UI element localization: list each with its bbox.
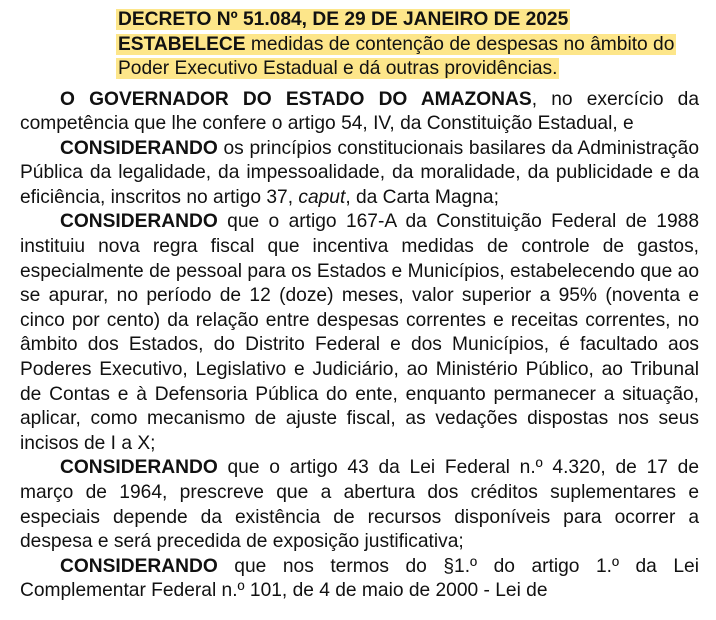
considerando-paragraph-4 (20, 555, 699, 604)
decree-body (20, 88, 699, 604)
decree-document (20, 8, 699, 604)
considerando-text: que o artigo 43 da Lei Federal n.º 4.320, de 17 de março de 1964, prescreve que a abertura dos créditos suplementares e especiais depende da existência de recursos disponíveis para ocorrer a despesa e será precedida de exposição justificativa; (20, 457, 699, 553)
considerando-keyword: CONSIDERANDO (60, 211, 218, 233)
considerando-paragraph-3 (20, 456, 699, 554)
considerando-keyword: CONSIDERANDO (60, 137, 218, 159)
considerando-keyword: CONSIDERANDO (60, 555, 218, 577)
considerando-keyword: CONSIDERANDO (60, 457, 218, 479)
considerando-text: que nos termos do §1.º do artigo 1.º da Lei Complementar Federal n.º 101, de 4 de maio de 2000 - Lei de (20, 555, 699, 602)
ementa-keyword: ESTABELECE (118, 33, 246, 55)
authority-name: O GOVERNADOR DO ESTADO DO AMAZONAS (60, 88, 532, 110)
ementa-text: medidas de contenção de despesas no âmbito do Poder Executivo Estadual e dá outras providências. (118, 33, 675, 79)
considerando-italic-term: caput (298, 186, 346, 208)
considerando-text: os princípios constitucionais basilares da Administração Pública da legalidade, da impessoalidade, da moralidade, da publicidade e da eficiência, inscritos no artigo 37, (20, 137, 699, 208)
decree-ementa (116, 34, 676, 80)
considerando-text: que o artigo 167-A da Constituição Federal de 1988 instituiu nova regra fiscal que incentiva medidas de controle de gastos, especialmente de pessoal para os Estados e Municípios, estabelecendo que ao se apurar, no período de 12 (doze) meses, valor superior a 95% (noventa e cinco por cento) da relação entre despesas correntes e receitas correntes, no âmbito dos Estados, do Distrito Federal e dos Municípios, é facultado aos Poderes Executivo, Legislativo e Judiciário, ao Ministério Público, ao Tribunal de Contas e à Defensoria Pública do ente, enquanto permanecer a situação, aplicar, como mecanismo de ajuste fiscal, as vedações dispostas nos seus incisos de I a X; (20, 211, 699, 454)
decree-title: DECRETO Nº 51.084, DE 29 DE JANEIRO DE 2025 (118, 9, 569, 30)
considerando-paragraph-1 (20, 137, 699, 211)
considerando-text-after: , da Carta Magna; (345, 186, 499, 208)
preamble-paragraph (20, 88, 699, 137)
authority-text: , no exercício da competência que lhe confere o artigo 54, IV, da Constituição Estadual, e (20, 88, 699, 135)
considerando-paragraph-2 (20, 210, 699, 456)
decree-header (116, 8, 699, 82)
